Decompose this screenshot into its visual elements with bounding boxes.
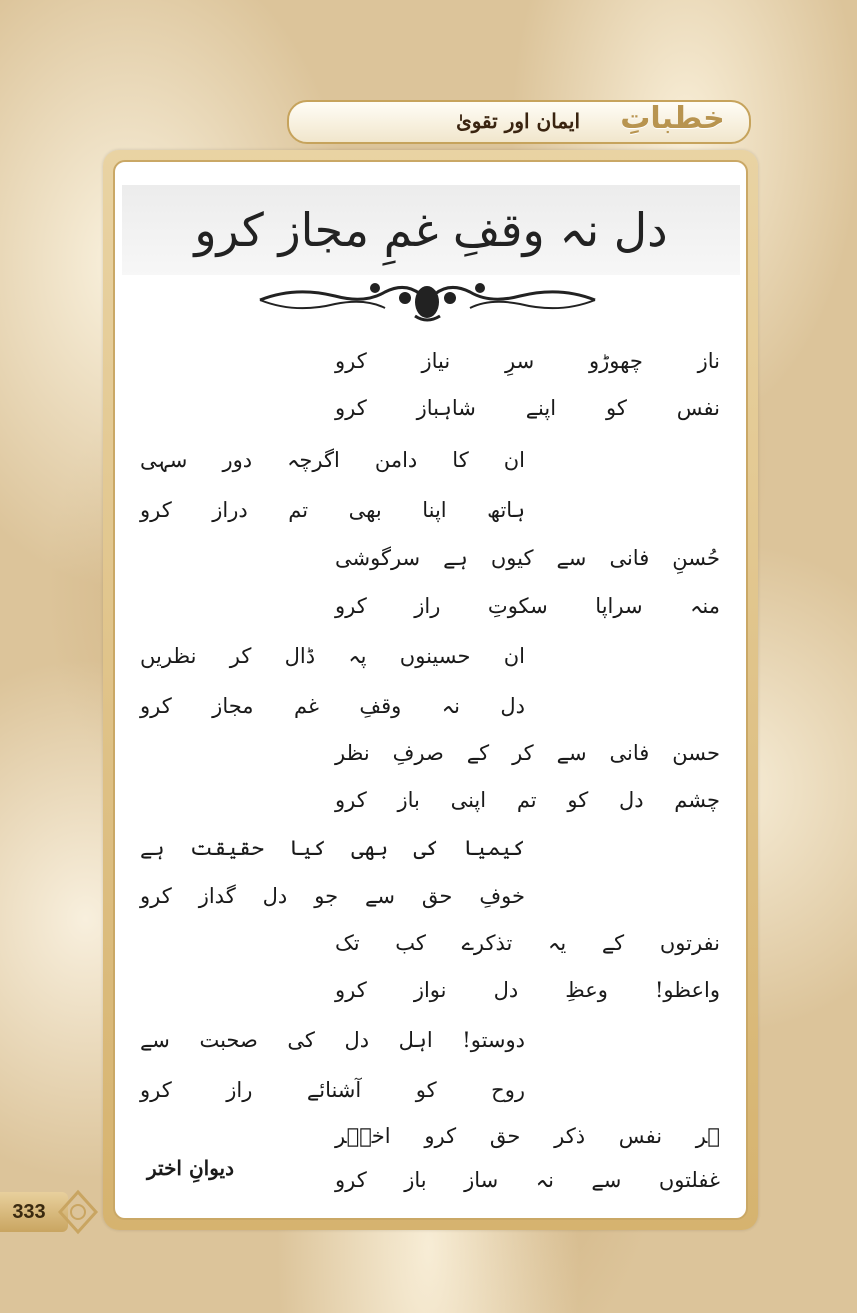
verse-line: خوفِ حق سے جو دل گداز کرو xyxy=(140,884,525,908)
verse-line: چشم دل کو تم اپنی باز کرو xyxy=(335,788,720,812)
ornament-divider-icon xyxy=(255,278,600,323)
verse-line: نفرتوں کے یہ تذکرے کب تک xyxy=(335,931,720,955)
verse-line: ان حسینوں پہ ڈال کر نظریں xyxy=(140,644,525,668)
page-number: 333 xyxy=(12,1201,46,1223)
book-title: خطباتِ xyxy=(620,101,725,136)
verse-line: غفلتوں سے نہ ساز باز کرو xyxy=(335,1168,720,1192)
verse-line: نفس کو اپنے شاہباز کرو xyxy=(335,396,720,420)
verse-line: ہر نفس ذکر حق کرو اختؔر xyxy=(335,1124,720,1148)
page-ornament-icon xyxy=(56,1188,100,1236)
verse-line: ہاتھ اپنا بھی تم دراز کرو xyxy=(140,498,525,522)
verse-line: منہ سراپا سکوتِ راز کرو xyxy=(335,594,720,618)
verse-line: حسن فانی سے کر کے صرفِ نظر xyxy=(335,741,720,765)
verse-line: کیمیا کی بھی کیا حقیقت ہے xyxy=(140,836,525,860)
poem-signature: دیوانِ اختر xyxy=(147,1156,235,1180)
chapter-title: ایمان اور تقویٰ xyxy=(456,109,580,133)
verse-line: واعظو! وعظِ دل نواز کرو xyxy=(335,978,720,1002)
verse-line: دوستو! اہل دل کی صحبت سے xyxy=(140,1028,525,1052)
poem-title: دل نہ وقفِ غمِ مجاز کرو xyxy=(194,203,668,257)
verse-line: حُسنِ فانی سے کیوں ہے سرگوشی xyxy=(335,546,720,570)
verse-line: روح کو آشنائے راز کرو xyxy=(140,1078,525,1102)
verse-line: ناز چھوڑو سرِ نیاز کرو xyxy=(335,349,720,373)
verse-line: دل نہ وقفِ غم مجاز کرو xyxy=(140,694,525,718)
verse-line: ان کا دامن اگرچہ دور سہی xyxy=(140,448,525,472)
